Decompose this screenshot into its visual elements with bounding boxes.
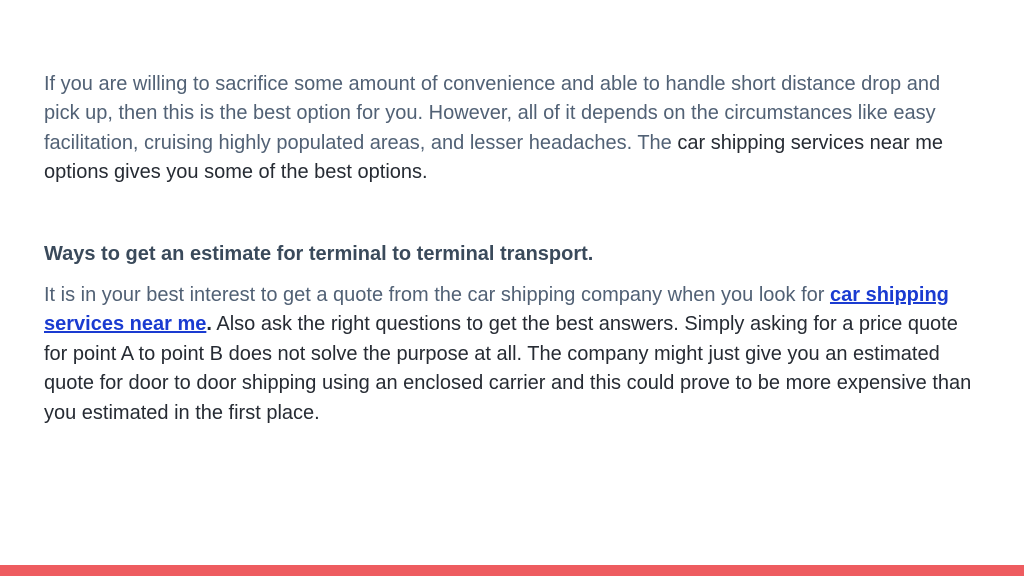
car-shipping-services-link[interactable]: car shipping services near me: [44, 284, 949, 336]
estimate-paragraph-muted-text: It is in your best interest to get a quote from the car shipping company when you look for: [44, 284, 830, 306]
estimate-paragraph-dark-text: Also ask the right questions to get the best answers. Simply asking for a price quote for point A to point B does not solve the purpose at all. The company might just give you an estimated quote for door to door shipping using an enclosed carrier and this could prove to be more expensive than you estimated in the first place.: [44, 313, 972, 424]
section-heading: Ways to get an estimate for terminal to terminal transport.: [44, 243, 594, 265]
intro-paragraph: [44, 70, 974, 188]
estimate-paragraph: [44, 281, 974, 428]
link-period: .: [206, 313, 212, 336]
intro-paragraph-dark-text: car shipping services near me options gives you some of the best options.: [44, 131, 944, 184]
intro-paragraph-muted-text: If you are willing to sacrifice some amount of convenience and able to handle short distance drop and pick up, then this is the best option for you. However, all of it depends on the circumstances like easy facilitation, cruising highly populated areas, and lesser headaches. The: [44, 73, 941, 154]
intro-section: [44, 70, 974, 188]
estimate-section: [44, 281, 974, 428]
bottom-accent-bar: [0, 565, 1024, 576]
